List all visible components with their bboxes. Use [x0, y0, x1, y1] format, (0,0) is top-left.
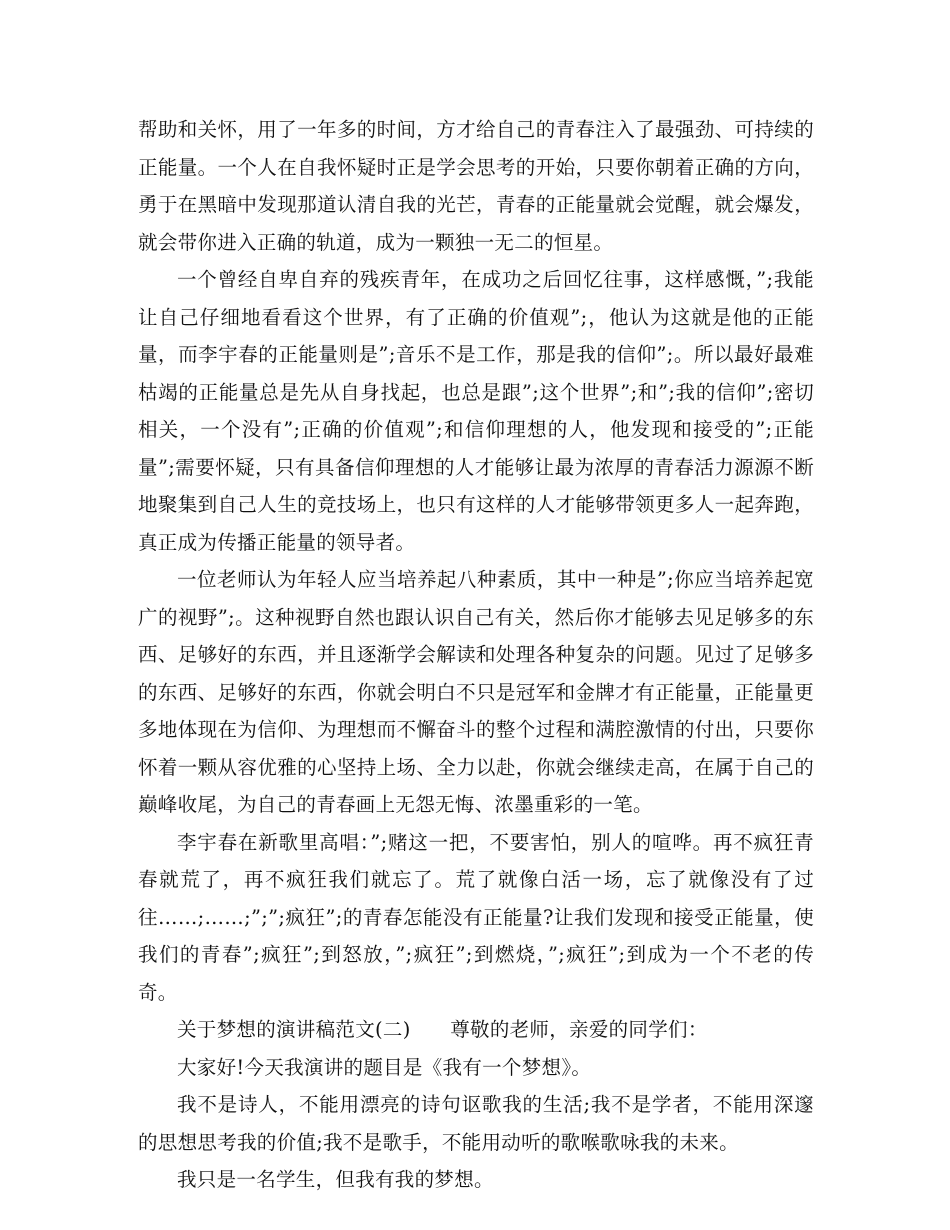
- paragraph: 一个曾经自卑自弃的残疾青年，在成功之后回忆往事，这样感慨，”;我能让自己仔细地看看这个世界，有了正确的价值观”;，他认为这就是他的正能量，而李宇春的正能量则是”;音乐不是工作，那是我的信仰”;。所以最好最难枯竭的正能量总是先从自身找起，也总是跟”;这个世界”;和”;我的信仰”;密切相关，一个没有”;正确的价值观”;和信仰理想的人，他发现和接受的”;正能量”;需要怀疑，只有具备信仰理想的人才能够让最为浓厚的青春活力源源不断地聚集到自己人生的竞技场上，也只有这样的人才能够带领更多人一起奔跑，真正成为传播正能量的领导者。: [138, 268, 814, 554]
- paragraph: 李宇春在新歌里高唱：”;赌这一把，不要害怕，别人的喧哗。再不疯狂青春就荒了，再不疯狂我们就忘了。荒了就像白活一场，忘了就像没有了过往……;……;”;”;疯狂”;的青春怎能没有正能量?让我们发现和接受正能量，使我们的青春”;疯狂”;到怒放，”;疯狂”;到燃烧，”;疯狂”;到成为一个不老的传奇。: [138, 830, 814, 1004]
- paragraph: 一位老师认为年轻人应当培养起八种素质，其中一种是”;你应当培养起宽广的视野”;。这种视野自然也跟认识自己有关，然后你才能够去见足够多的东西、足够好的东西，并且逐渐学会解读和处理各种复杂的问题。见过了足够多的东西、足够好的东西，你就会明白不只是冠军和金牌才有正能量，正能量更多地体现在为信仰、为理想而不懈奋斗的整个过程和满腔激情的付出，只要你怀着一颗从容优雅的心坚持上场、全力以赴，你就会继续走高，在属于自己的巅峰收尾，为自己的青春画上无怨无悔、浓墨重彩的一笔。: [138, 568, 814, 816]
- paragraph: 我只是一名学生，但我有我的梦想。: [177, 1168, 494, 1191]
- paragraph: 我不是诗人，不能用漂亮的诗句讴歌我的生活;我不是学者，不能用深邃的思想思考我的价值;我不是歌手，不能用动听的歌喉歌咏我的未来。: [138, 1093, 814, 1154]
- section-heading-line: 关于梦想的演讲稿范文(二) 尊敬的老师，亲爱的同学们：: [177, 1018, 708, 1041]
- paragraph: 帮助和关怀，用了一年多的时间，方才给自己的青春注入了最强劲、可持续的正能量。一个人在自我怀疑时正是学会思考的开始，只要你朝着正确的方向，勇于在黑暗中发现那道认清自我的光芒，青春的正能量就会觉醒，就会爆发，就会带你进入正确的轨道，成为一颗独一无二的恒星。: [138, 118, 814, 254]
- paragraph: 大家好!今天我演讲的题目是《我有一个梦想》。: [177, 1055, 592, 1079]
- document-body: [138, 111, 814, 1199]
